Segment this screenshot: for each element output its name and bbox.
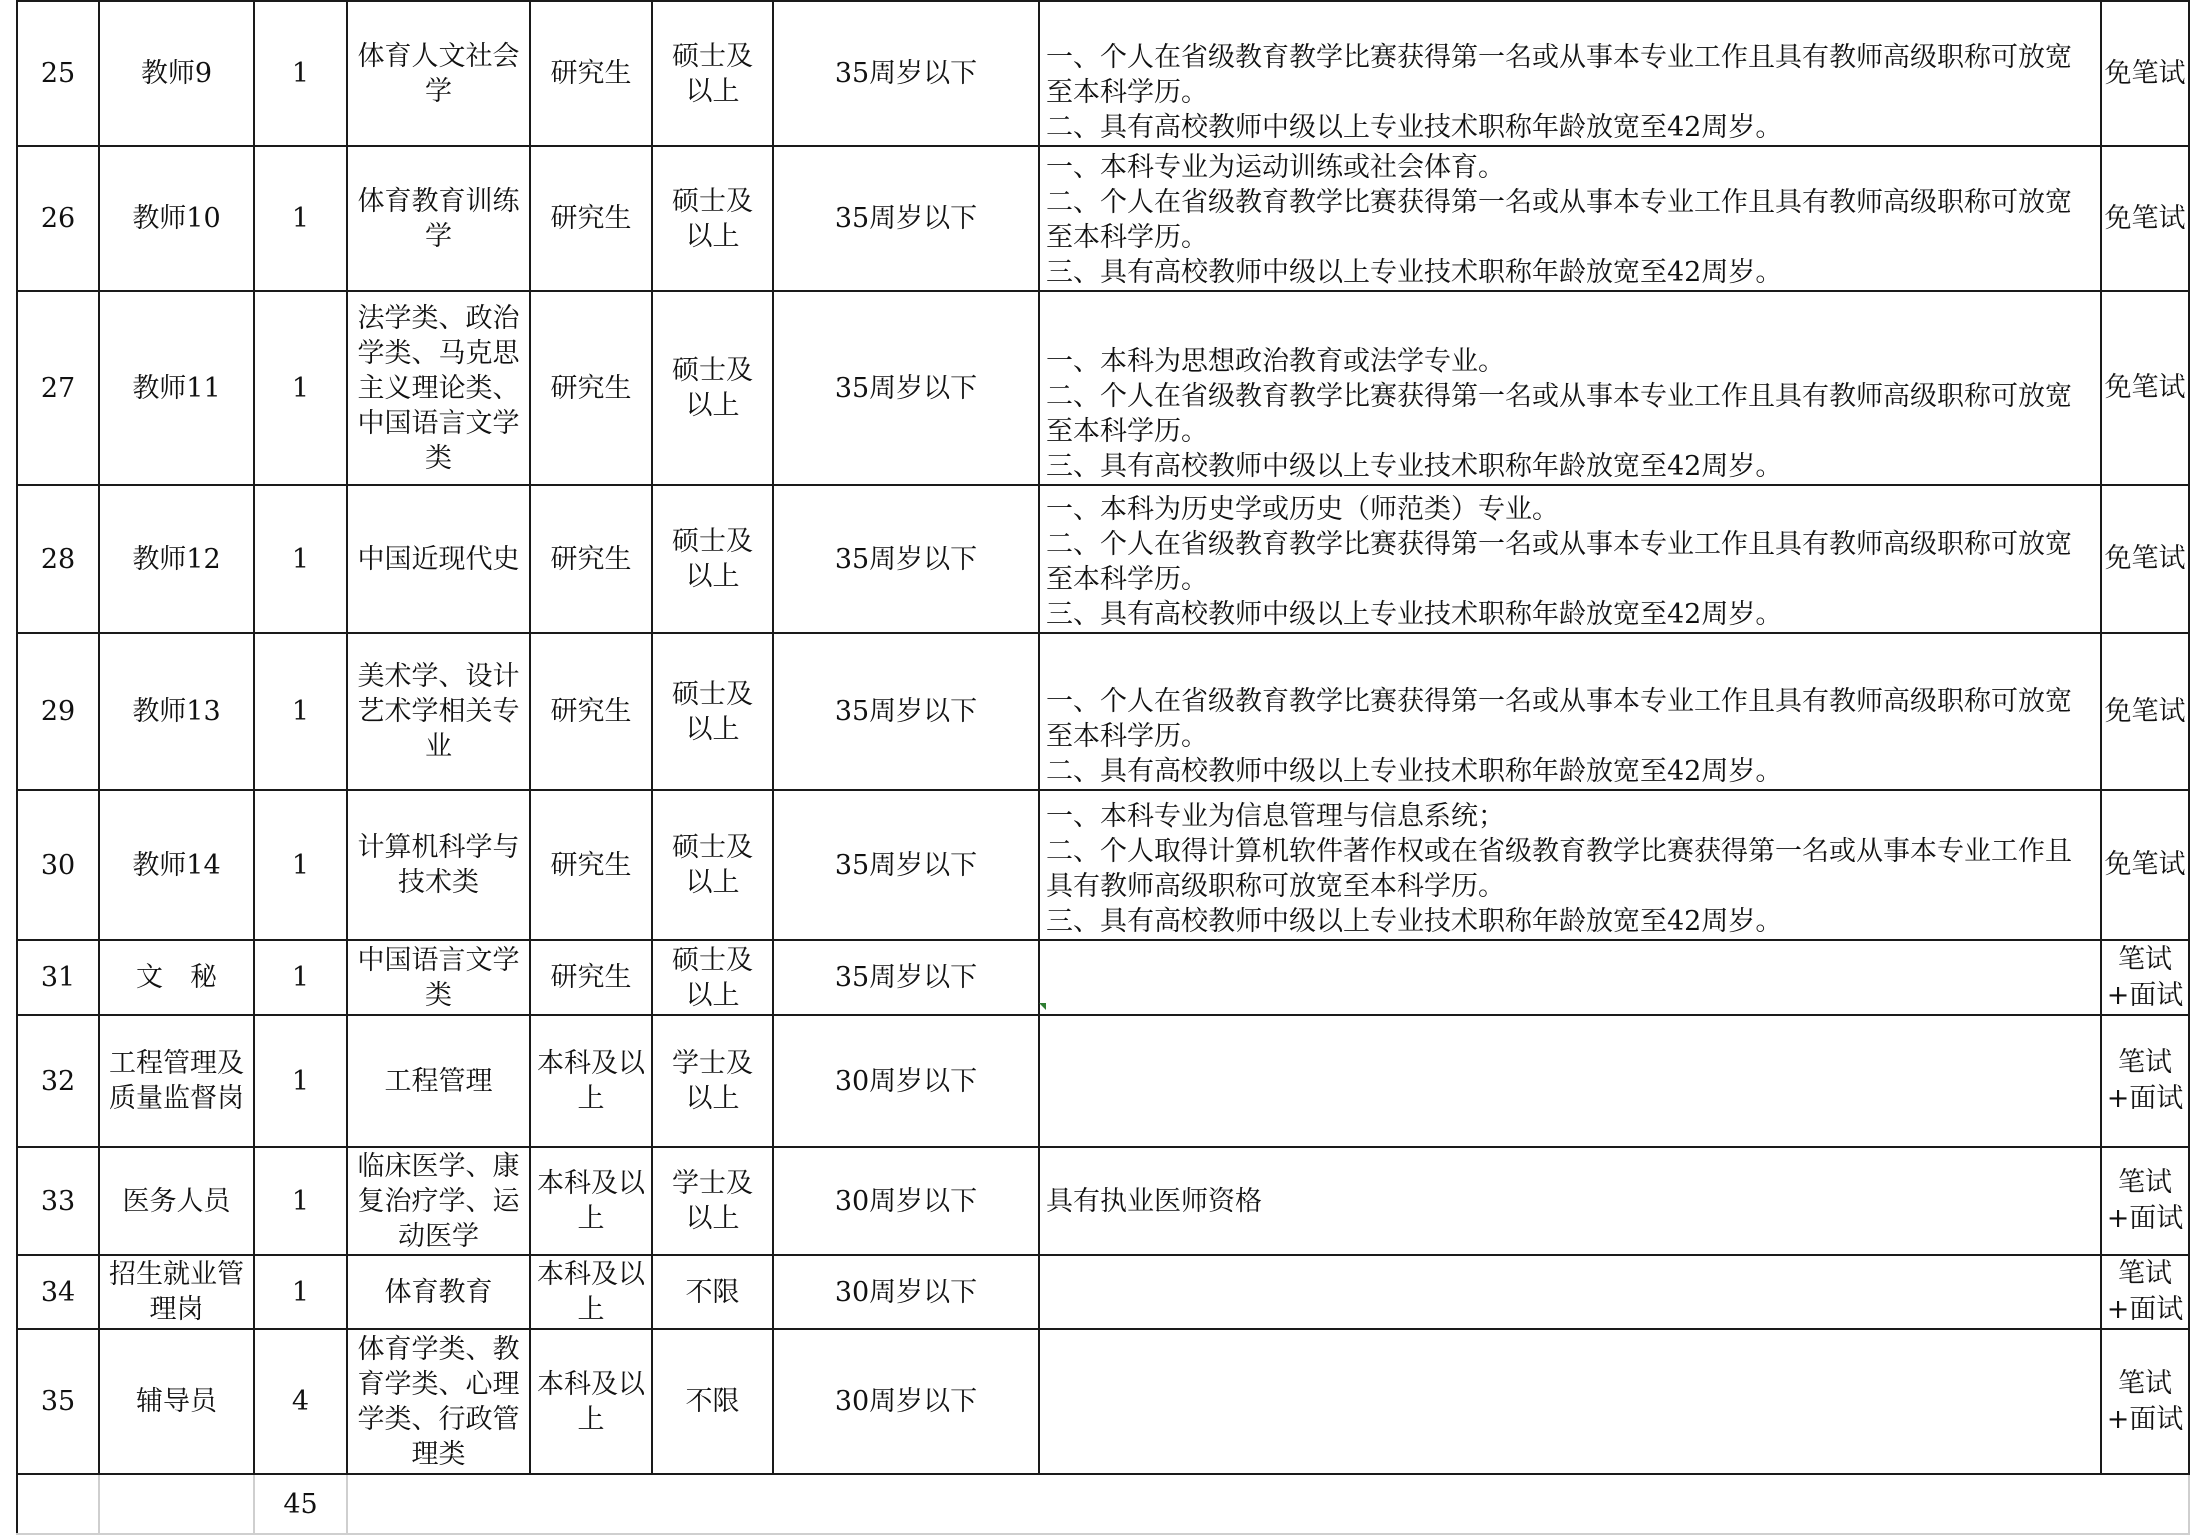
degree-requirement: 硕士及以上 [652,146,773,291]
degree-requirement: 硕士及以上 [652,485,773,633]
requirement-line: 一、个人在省级教育教学比赛获得第一名或从事本专业工作且具有教师高级职称可放宽至本科学历。 [1046,686,2072,752]
age-requirement: 35周岁以下 [773,1,1039,146]
row-number: 25 [17,1,99,146]
major-requirement: 体育学类、教育学类、心理学类、行政管理类 [347,1329,530,1474]
row-number: 32 [17,1015,99,1147]
row-number: 33 [17,1147,99,1255]
requirement-line: 二、个人在省级教育教学比赛获得第一名或从事本专业工作且具有教师高级职称可放宽至本科学历。 [1046,529,2072,595]
row-number: 35 [17,1329,99,1474]
post-name: 文 秘 [99,940,254,1015]
requirement-line: 二、个人在省级教育教学比赛获得第一名或从事本专业工作且具有教师高级职称可放宽至本科学历。 [1046,187,2072,253]
requirement-line: 三、具有高校教师中级以上专业技术职称年龄放宽至42周岁。 [1046,906,1783,937]
post-count: 1 [254,1255,347,1329]
total-blank-cell [17,1474,99,1534]
table-row [17,940,2189,1015]
requirement-line: 具有执业医师资格 [1046,1185,1262,1217]
degree-requirement: 硕士及以上 [652,940,773,1015]
post-name: 教师11 [99,291,254,485]
degree-requirement: 硕士及以上 [652,790,773,940]
other-requirements [1039,1329,2101,1474]
exam-method: 免笔试 [2101,146,2189,291]
total-blank-cell [347,1474,2189,1534]
total-row [17,1474,2189,1534]
post-name: 辅导员 [99,1329,254,1474]
row-number: 28 [17,485,99,633]
total-blank-cell [99,1474,254,1534]
degree-requirement: 硕士及以上 [652,1,773,146]
requirement-line: 二、个人取得计算机软件著作权或在省级教育教学比赛获得第一名或从事本专业工作且具有教师高级职称可放宽至本科学历。 [1046,836,2072,902]
row-number: 31 [17,940,99,1015]
age-requirement: 35周岁以下 [773,940,1039,1015]
post-count: 1 [254,633,347,790]
table-row [17,1,2189,146]
other-requirements [1039,940,2101,1015]
education-level: 研究生 [530,291,652,485]
other-requirements [1039,1147,2101,1255]
major-requirement: 体育人文社会学 [347,1,530,146]
post-name: 教师10 [99,146,254,291]
post-count: 1 [254,146,347,291]
education-level: 本科及以上 [530,1329,652,1474]
post-count: 1 [254,291,347,485]
row-number: 26 [17,146,99,291]
row-number: 27 [17,291,99,485]
total-count: 45 [254,1474,347,1534]
requirement-line: 一、个人在省级教育教学比赛获得第一名或从事本专业工作且具有教师高级职称可放宽至本科学历。 [1046,42,2072,108]
other-requirements [1039,146,2101,291]
requirement-line: 三、具有高校教师中级以上专业技术职称年龄放宽至42周岁。 [1046,257,1783,288]
table-row [17,291,2189,485]
requirement-line: 二、个人在省级教育教学比赛获得第一名或从事本专业工作且具有教师高级职称可放宽至本科学历。 [1046,381,2072,447]
requirement-line: 一、本科为历史学或历史（师范类）专业。 [1046,494,1559,525]
post-name: 工程管理及质量监督岗 [99,1015,254,1147]
table-row [17,146,2189,291]
education-level: 研究生 [530,790,652,940]
post-count: 4 [254,1329,347,1474]
degree-requirement: 硕士及以上 [652,291,773,485]
requirement-line: 一、本科专业为信息管理与信息系统； [1046,801,1505,832]
post-name: 教师12 [99,485,254,633]
education-level: 本科及以上 [530,1015,652,1147]
exam-method: 免笔试 [2101,633,2189,790]
post-name: 教师14 [99,790,254,940]
exam-method: 笔试+面试 [2101,1147,2189,1255]
education-level: 研究生 [530,1,652,146]
requirement-line: 一、本科为思想政治教育或法学专业。 [1046,346,1505,377]
exam-method: 笔试+面试 [2101,940,2189,1015]
requirement-line: 一、本科专业为运动训练或社会体育。 [1046,152,1505,183]
age-requirement: 30周岁以下 [773,1255,1039,1329]
degree-requirement: 不限 [652,1255,773,1329]
major-requirement: 工程管理 [347,1015,530,1147]
education-level: 研究生 [530,485,652,633]
recruitment-table [16,0,2190,1535]
major-requirement: 体育教育 [347,1255,530,1329]
age-requirement: 35周岁以下 [773,291,1039,485]
major-requirement: 体育教育训练学 [347,146,530,291]
table-row [17,1147,2189,1255]
age-requirement: 35周岁以下 [773,485,1039,633]
post-count: 1 [254,485,347,633]
degree-requirement: 硕士及以上 [652,633,773,790]
post-name: 招生就业管理岗 [99,1255,254,1329]
row-number: 34 [17,1255,99,1329]
education-level: 本科及以上 [530,1147,652,1255]
major-requirement: 中国语言文学类 [347,940,530,1015]
post-name: 教师13 [99,633,254,790]
table-row [17,633,2189,790]
age-requirement: 30周岁以下 [773,1147,1039,1255]
requirement-line: 二、具有高校教师中级以上专业技术职称年龄放宽至42周岁。 [1046,756,1783,787]
education-level: 研究生 [530,146,652,291]
other-requirements [1039,1255,2101,1329]
post-count: 1 [254,940,347,1015]
row-number: 29 [17,633,99,790]
exam-method: 免笔试 [2101,485,2189,633]
age-requirement: 35周岁以下 [773,633,1039,790]
exam-method: 免笔试 [2101,291,2189,485]
table-row [17,790,2189,940]
other-requirements [1039,1015,2101,1147]
table-row [17,1329,2189,1474]
age-requirement: 30周岁以下 [773,1015,1039,1147]
exam-method: 免笔试 [2101,790,2189,940]
requirement-line: 三、具有高校教师中级以上专业技术职称年龄放宽至42周岁。 [1046,599,1783,630]
table-row [17,1015,2189,1147]
degree-requirement: 不限 [652,1329,773,1474]
education-level: 研究生 [530,940,652,1015]
post-count: 1 [254,1147,347,1255]
age-requirement: 30周岁以下 [773,1329,1039,1474]
post-count: 1 [254,1,347,146]
row-number: 30 [17,790,99,940]
other-requirements [1039,790,2101,940]
other-requirements [1039,291,2101,485]
post-count: 1 [254,1015,347,1147]
other-requirements [1039,1,2101,146]
requirement-line: 二、具有高校教师中级以上专业技术职称年龄放宽至42周岁。 [1046,112,1783,143]
exam-method: 笔试+面试 [2101,1015,2189,1147]
major-requirement: 美术学、设计艺术学相关专业 [347,633,530,790]
age-requirement: 35周岁以下 [773,146,1039,291]
exam-method: 笔试+面试 [2101,1255,2189,1329]
major-requirement: 计算机科学与技术类 [347,790,530,940]
degree-requirement: 学士及以上 [652,1015,773,1147]
table-row [17,1255,2189,1329]
requirement-line: 三、具有高校教师中级以上专业技术职称年龄放宽至42周岁。 [1046,451,1783,482]
exam-method: 笔试+面试 [2101,1329,2189,1474]
education-level: 本科及以上 [530,1255,652,1329]
degree-requirement: 学士及以上 [652,1147,773,1255]
post-name: 教师9 [99,1,254,146]
cell-comment-marker [1039,1003,1046,1010]
other-requirements [1039,633,2101,790]
major-requirement: 法学类、政治学类、马克思主义理论类、中国语言文学类 [347,291,530,485]
major-requirement: 中国近现代史 [347,485,530,633]
age-requirement: 35周岁以下 [773,790,1039,940]
table-row [17,485,2189,633]
education-level: 研究生 [530,633,652,790]
post-name: 医务人员 [99,1147,254,1255]
major-requirement: 临床医学、康复治疗学、运动医学 [347,1147,530,1255]
exam-method: 免笔试 [2101,1,2189,146]
post-count: 1 [254,790,347,940]
other-requirements [1039,485,2101,633]
